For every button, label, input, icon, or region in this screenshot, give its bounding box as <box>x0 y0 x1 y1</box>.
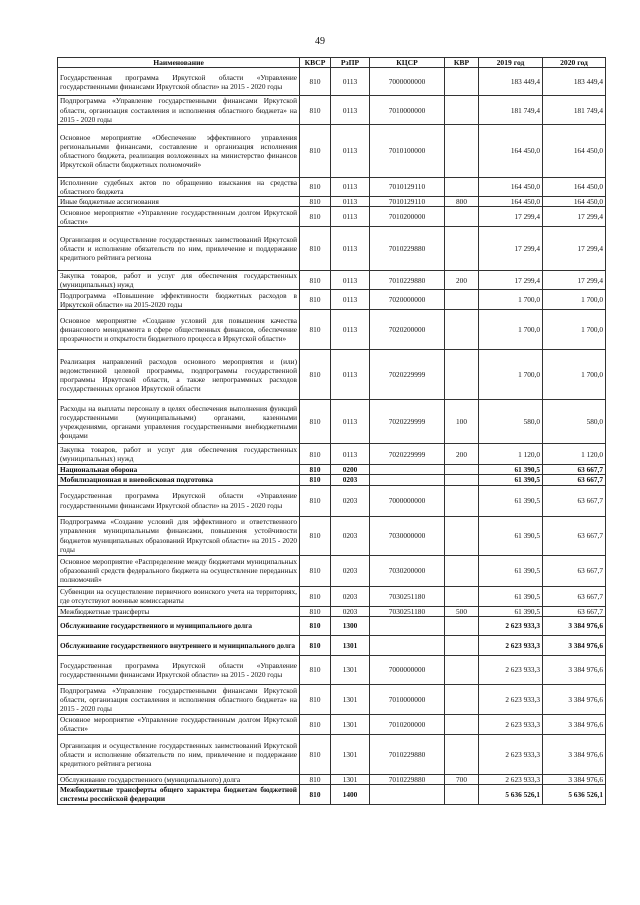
row-kvsr: 810 <box>300 734 331 774</box>
row-amount-2019: 2 623 933,3 <box>479 655 543 684</box>
table-row <box>58 96 606 124</box>
row-kvsr: 810 <box>300 586 331 606</box>
row-name: Государственная программа Иркутской области «Управление государственными финансами Иркутской области» на 2015 - 2020 годы <box>58 68 300 96</box>
row-kcsr: 7020229999 <box>370 444 445 465</box>
row-name: Государственная программа Иркутской области «Управление государственными финансами Иркутской области» на 2015 - 2020 годы <box>58 655 300 684</box>
row-amount-2020: 181 749,4 <box>543 96 606 124</box>
row-kvsr: 810 <box>300 774 331 784</box>
table-row <box>58 310 606 350</box>
header-kvr: КВР <box>445 58 479 68</box>
row-rzpr: 0203 <box>331 555 370 586</box>
row-amount-2020: 17 299,4 <box>543 271 606 290</box>
row-rzpr: 0203 <box>331 516 370 555</box>
row-amount-2019: 2 623 933,3 <box>479 774 543 784</box>
row-kvsr: 810 <box>300 555 331 586</box>
row-amount-2019: 2 623 933,3 <box>479 684 543 714</box>
row-rzpr: 0113 <box>331 124 370 177</box>
table-row <box>58 586 606 606</box>
row-amount-2019: 2 623 933,3 <box>479 616 543 635</box>
row-rzpr: 0113 <box>331 444 370 465</box>
row-amount-2020: 63 667,7 <box>543 586 606 606</box>
table-row <box>58 555 606 586</box>
row-name: Подпрограмма «Повышение эффективности бюджетных расходов в Иркутской области» на 2015-2020 годы <box>58 290 300 310</box>
row-name: Обслуживание государственного и муниципального долга <box>58 616 300 635</box>
row-amount-2020: 3 384 976,6 <box>543 714 606 734</box>
row-kvr: 500 <box>445 606 479 616</box>
row-amount-2019: 580,0 <box>479 400 543 444</box>
row-kvsr: 810 <box>300 516 331 555</box>
row-amount-2020: 3 384 976,6 <box>543 655 606 684</box>
row-amount-2020: 164 450,0 <box>543 177 606 196</box>
row-amount-2020: 3 384 976,6 <box>543 684 606 714</box>
row-kcsr: 7010229880 <box>370 774 445 784</box>
row-amount-2019: 61 390,5 <box>479 516 543 555</box>
table-row <box>58 516 606 555</box>
row-amount-2019: 5 636 526,1 <box>479 784 543 804</box>
table-row <box>58 465 606 475</box>
row-kvr <box>445 655 479 684</box>
header-kvsr: КВСР <box>300 58 331 68</box>
table-row <box>58 475 606 485</box>
row-kvr <box>445 465 479 475</box>
row-kvsr: 810 <box>300 96 331 124</box>
row-kvsr: 810 <box>300 616 331 635</box>
row-kvr <box>445 485 479 516</box>
row-amount-2020: 17 299,4 <box>543 227 606 271</box>
row-kvsr: 810 <box>300 68 331 96</box>
row-kcsr <box>370 616 445 635</box>
row-kvsr: 810 <box>300 635 331 655</box>
row-amount-2019: 2 623 933,3 <box>479 714 543 734</box>
budget-table <box>57 57 606 805</box>
row-amount-2020: 1 700,0 <box>543 350 606 400</box>
row-kcsr: 7020200000 <box>370 310 445 350</box>
row-rzpr: 0113 <box>331 207 370 227</box>
header-2019: 2019 год <box>479 58 543 68</box>
row-kcsr: 7000000000 <box>370 485 445 516</box>
row-kvsr: 810 <box>300 197 331 207</box>
header-2020: 2020 год <box>543 58 606 68</box>
table-row <box>58 197 606 207</box>
row-kvr <box>445 616 479 635</box>
table-row <box>58 444 606 465</box>
header-rzpr: РзПР <box>331 58 370 68</box>
row-name: Основное мероприятие «Создание условий для повышения качества финансового менеджмента в сфере общественных финансов, обеспечение прозрачности и открытости бюджетного процесса в Иркутской области» <box>58 310 300 350</box>
row-rzpr: 0113 <box>331 271 370 290</box>
row-kvr: 100 <box>445 400 479 444</box>
row-kvr <box>445 207 479 227</box>
row-name: Обслуживание государственного внутреннего и муниципального долга <box>58 635 300 655</box>
row-rzpr: 1301 <box>331 734 370 774</box>
row-kvr <box>445 635 479 655</box>
table-row <box>58 68 606 96</box>
header-kcsr: КЦСР <box>370 58 445 68</box>
row-amount-2020: 580,0 <box>543 400 606 444</box>
row-kvr <box>445 516 479 555</box>
row-kcsr: 7000000000 <box>370 655 445 684</box>
row-kvsr: 810 <box>300 124 331 177</box>
table-row <box>58 227 606 271</box>
row-kvsr: 810 <box>300 207 331 227</box>
row-amount-2019: 61 390,5 <box>479 586 543 606</box>
row-rzpr: 0113 <box>331 310 370 350</box>
row-name: Межбюджетные трансферты общего характера бюджетам бюджетной системы российской федерации <box>58 784 300 804</box>
row-kvsr: 810 <box>300 400 331 444</box>
row-amount-2020: 63 667,7 <box>543 465 606 475</box>
table-row <box>58 271 606 290</box>
row-kcsr: 7010129110 <box>370 177 445 196</box>
row-amount-2019: 17 299,4 <box>479 227 543 271</box>
row-name: Основное мероприятие «Распределение между бюджетами муниципальных образований средств федерального бюджета на осуществление переданных полномочий» <box>58 555 300 586</box>
row-kcsr: 7020229999 <box>370 400 445 444</box>
row-kvsr: 810 <box>300 350 331 400</box>
row-rzpr: 1301 <box>331 684 370 714</box>
row-amount-2019: 1 700,0 <box>479 290 543 310</box>
row-name: Реализация направлений расходов основного мероприятия и (или) ведомственной целевой программы, подпрограммы государственной программы Иркутской области, а также непрограммных расходов государственных органов Иркутской области <box>58 350 300 400</box>
table-row <box>58 635 606 655</box>
row-kvr <box>445 734 479 774</box>
row-kvsr: 810 <box>300 784 331 804</box>
row-rzpr: 0113 <box>331 350 370 400</box>
table-row <box>58 124 606 177</box>
row-name: Организация и осуществление государственных заимствований Иркутской области и исполнение обязательств по ним, привлечение и поддержание кредитного рейтинга региона <box>58 227 300 271</box>
row-kvr <box>445 68 479 96</box>
row-name: Подпрограмма «Управление государственными финансами Иркутской области, организация составления и исполнения областного бюджета» на 2015 - 2020 годы <box>58 96 300 124</box>
row-kvr <box>445 714 479 734</box>
row-kvr <box>445 310 479 350</box>
row-rzpr: 0113 <box>331 400 370 444</box>
row-kvsr: 810 <box>300 290 331 310</box>
row-name: Закупка товаров, работ и услуг для обеспечения государственных (муниципальных) нужд <box>58 444 300 465</box>
row-amount-2019: 61 390,5 <box>479 606 543 616</box>
table-row <box>58 734 606 774</box>
row-rzpr: 1300 <box>331 616 370 635</box>
row-kcsr: 7030200000 <box>370 555 445 586</box>
row-kcsr: 7010100000 <box>370 124 445 177</box>
row-rzpr: 0113 <box>331 68 370 96</box>
row-name: Иные бюджетные ассигнования <box>58 197 300 207</box>
row-name: Межбюджетные трансферты <box>58 606 300 616</box>
row-kvsr: 810 <box>300 485 331 516</box>
row-kcsr: 7010200000 <box>370 714 445 734</box>
row-kvsr: 810 <box>300 714 331 734</box>
row-rzpr: 0200 <box>331 465 370 475</box>
row-kcsr: 7020229999 <box>370 350 445 400</box>
row-kcsr: 7000000000 <box>370 68 445 96</box>
row-rzpr: 0113 <box>331 197 370 207</box>
row-amount-2019: 164 450,0 <box>479 124 543 177</box>
row-kvr <box>445 555 479 586</box>
row-amount-2020: 63 667,7 <box>543 516 606 555</box>
row-kcsr: 7010229880 <box>370 734 445 774</box>
header-name: Наименование <box>58 58 300 68</box>
row-kcsr: 7010000000 <box>370 96 445 124</box>
row-kvr: 800 <box>445 197 479 207</box>
row-amount-2020: 17 299,4 <box>543 207 606 227</box>
row-kvr <box>445 586 479 606</box>
row-kvsr: 810 <box>300 606 331 616</box>
row-name: Обслуживание государственного (муниципального) долга <box>58 774 300 784</box>
row-rzpr: 1400 <box>331 784 370 804</box>
row-name: Основное мероприятие «Управление государственным долгом Иркутской области» <box>58 714 300 734</box>
row-kvr <box>445 177 479 196</box>
row-amount-2020: 164 450,0 <box>543 124 606 177</box>
row-amount-2019: 164 450,0 <box>479 177 543 196</box>
row-amount-2020: 63 667,7 <box>543 606 606 616</box>
row-kvsr: 810 <box>300 655 331 684</box>
row-name: Мобилизационная и вневойсковая подготовка <box>58 475 300 485</box>
row-amount-2019: 2 623 933,3 <box>479 734 543 774</box>
row-kvr <box>445 227 479 271</box>
row-name: Организация и осуществление государственных заимствований Иркутской области и исполнение обязательств по ним, привлечение и поддержание кредитного рейтинга региона <box>58 734 300 774</box>
row-amount-2020: 3 384 976,6 <box>543 635 606 655</box>
row-kcsr <box>370 635 445 655</box>
table-row <box>58 400 606 444</box>
row-kvsr: 810 <box>300 475 331 485</box>
row-kvsr: 810 <box>300 444 331 465</box>
row-amount-2020: 1 120,0 <box>543 444 606 465</box>
row-amount-2019: 61 390,5 <box>479 475 543 485</box>
row-amount-2019: 1 700,0 <box>479 350 543 400</box>
row-rzpr: 0203 <box>331 485 370 516</box>
row-kcsr <box>370 475 445 485</box>
row-name: Основное мероприятие «Управление государственным долгом Иркутской области» <box>58 207 300 227</box>
row-amount-2020: 183 449,4 <box>543 68 606 96</box>
row-kvr <box>445 290 479 310</box>
row-kvr <box>445 684 479 714</box>
row-kcsr: 7030000000 <box>370 516 445 555</box>
table-row <box>58 784 606 804</box>
row-rzpr: 0113 <box>331 290 370 310</box>
row-amount-2019: 17 299,4 <box>479 207 543 227</box>
row-name: Закупка товаров, работ и услуг для обеспечения государственных (муниципальных) нужд <box>58 271 300 290</box>
row-amount-2019: 1 120,0 <box>479 444 543 465</box>
table-row <box>58 207 606 227</box>
row-kcsr: 7030251180 <box>370 586 445 606</box>
row-kcsr: 7010129110 <box>370 197 445 207</box>
row-amount-2020: 1 700,0 <box>543 290 606 310</box>
table-row <box>58 177 606 196</box>
row-kcsr: 7030251180 <box>370 606 445 616</box>
row-rzpr: 0203 <box>331 586 370 606</box>
row-rzpr: 0113 <box>331 227 370 271</box>
table-row <box>58 290 606 310</box>
row-kcsr <box>370 465 445 475</box>
row-kvsr: 810 <box>300 684 331 714</box>
row-kcsr: 7010200000 <box>370 207 445 227</box>
row-rzpr: 0203 <box>331 475 370 485</box>
row-kvr: 200 <box>445 444 479 465</box>
table-row <box>58 616 606 635</box>
row-amount-2020: 164 450,0 <box>543 197 606 207</box>
row-amount-2019: 17 299,4 <box>479 271 543 290</box>
table-row <box>58 684 606 714</box>
row-amount-2019: 164 450,0 <box>479 197 543 207</box>
row-kvsr: 810 <box>300 310 331 350</box>
row-name: Государственная программа Иркутской области «Управление государственными финансами Иркутской области» на 2015 - 2020 годы <box>58 485 300 516</box>
row-name: Расходы на выплаты персоналу в целях обеспечения выполнения функций государственными (муниципальными) органами, казенными учреждениями, органами управления государственными внебюджетными фондами <box>58 400 300 444</box>
row-rzpr: 1301 <box>331 774 370 784</box>
row-name: Основное мероприятие «Обеспечение эффективного управления региональными финансами, составление и организация исполнения областного бюджета, реализация возложенных на министерство финансов Иркутской области бюджетных полномочий» <box>58 124 300 177</box>
row-amount-2019: 1 700,0 <box>479 310 543 350</box>
row-amount-2020: 63 667,7 <box>543 485 606 516</box>
page-number: 49 <box>315 36 325 47</box>
row-amount-2019: 61 390,5 <box>479 465 543 475</box>
table-row <box>58 714 606 734</box>
row-kvr <box>445 475 479 485</box>
row-amount-2019: 61 390,5 <box>479 485 543 516</box>
row-amount-2020: 3 384 976,6 <box>543 774 606 784</box>
row-kvr: 700 <box>445 774 479 784</box>
row-amount-2020: 5 636 526,1 <box>543 784 606 804</box>
table-row <box>58 606 606 616</box>
row-amount-2020: 1 700,0 <box>543 310 606 350</box>
row-kvr: 200 <box>445 271 479 290</box>
row-amount-2019: 2 623 933,3 <box>479 635 543 655</box>
row-kvsr: 810 <box>300 271 331 290</box>
row-kcsr: 7010229880 <box>370 227 445 271</box>
row-amount-2020: 3 384 976,6 <box>543 616 606 635</box>
row-kcsr <box>370 784 445 804</box>
table-row <box>58 655 606 684</box>
row-amount-2020: 63 667,7 <box>543 555 606 586</box>
row-kvr <box>445 784 479 804</box>
row-name: Подпрограмма «Создание условий для эффективного и ответственного управления муниципальными финансами, повышения устойчивости бюджетов муниципальных образований Иркутской области» на 2015 - 2020 годы <box>58 516 300 555</box>
row-amount-2019: 183 449,4 <box>479 68 543 96</box>
row-amount-2019: 181 749,4 <box>479 96 543 124</box>
row-amount-2019: 61 390,5 <box>479 555 543 586</box>
row-rzpr: 0113 <box>331 177 370 196</box>
row-rzpr: 1301 <box>331 714 370 734</box>
row-name: Исполнение судебных актов по обращению взыскания на средства областного бюджета <box>58 177 300 196</box>
row-kvsr: 810 <box>300 465 331 475</box>
row-kvsr: 810 <box>300 177 331 196</box>
row-kcsr: 7020000000 <box>370 290 445 310</box>
row-rzpr: 0203 <box>331 606 370 616</box>
row-rzpr: 1301 <box>331 635 370 655</box>
row-kvr <box>445 124 479 177</box>
row-kvsr: 810 <box>300 227 331 271</box>
row-rzpr: 0113 <box>331 96 370 124</box>
row-kcsr: 7010229880 <box>370 271 445 290</box>
row-amount-2020: 3 384 976,6 <box>543 734 606 774</box>
table-row <box>58 350 606 400</box>
row-amount-2020: 63 667,7 <box>543 475 606 485</box>
row-kcsr: 7010000000 <box>370 684 445 714</box>
row-kvr <box>445 350 479 400</box>
row-kvr <box>445 96 479 124</box>
row-rzpr: 1301 <box>331 655 370 684</box>
table-row <box>58 774 606 784</box>
row-name: Национальная оборона <box>58 465 300 475</box>
row-name: Субвенции на осуществление первичного воинского учета на территориях, где отсутствуют военные комиссариаты <box>58 586 300 606</box>
table-row <box>58 485 606 516</box>
row-name: Подпрограмма «Управление государственными финансами Иркутской области, организация составления и исполнения областного бюджета» на 2015 - 2020 годы <box>58 684 300 714</box>
table-header <box>58 58 606 68</box>
